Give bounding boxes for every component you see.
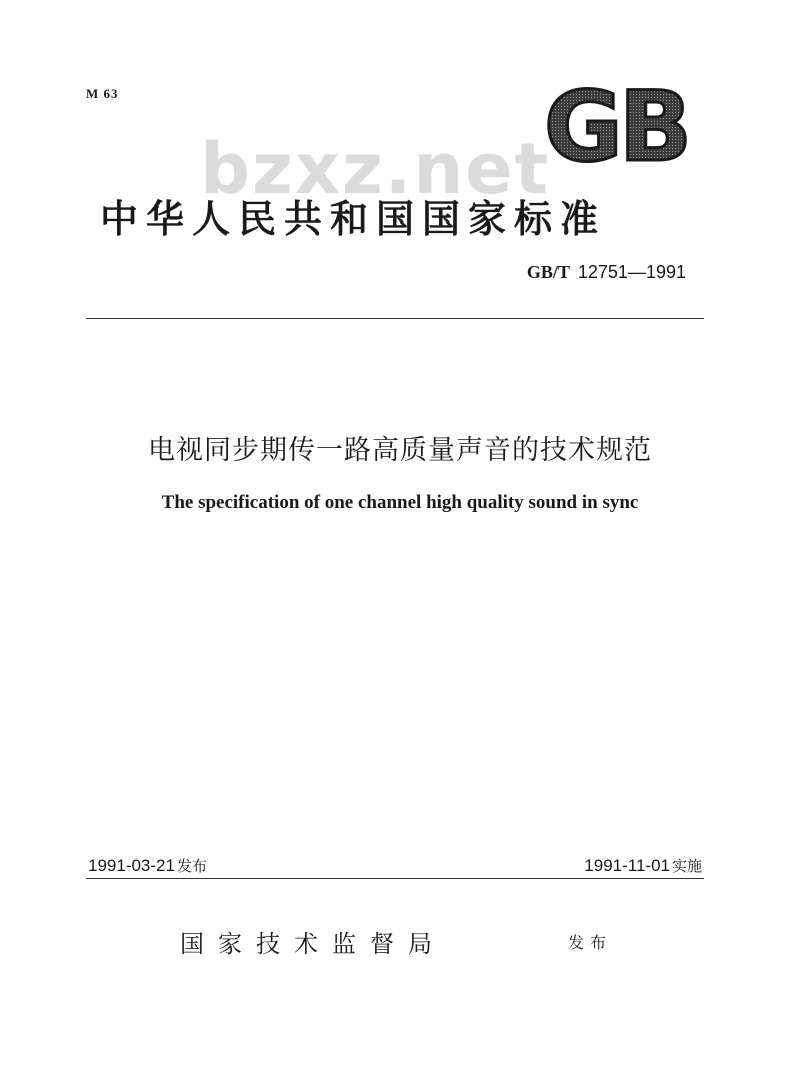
- document-title-chinese: 电视同步期传一路高质量声音的技术规范: [148, 435, 652, 466]
- issuing-authority: 国家技术监督局: [180, 930, 446, 958]
- implementation-date-value: 1991-11-01: [584, 856, 670, 875]
- implementation-date-label: 实施: [671, 857, 702, 875]
- standard-number-value: 12751—1991: [577, 262, 686, 282]
- watermark: bzxz.net: [200, 128, 551, 210]
- issue-date: [88, 855, 207, 876]
- issuing-authority-suffix: 发布: [568, 933, 613, 952]
- standard-number-prefix: GB/T: [526, 262, 570, 282]
- classification-code: M 63: [86, 86, 119, 101]
- standard-number: [527, 262, 686, 283]
- gb-logo-text: GB: [544, 84, 688, 170]
- implementation-date: [584, 855, 702, 876]
- gb-logo: [536, 84, 696, 170]
- top-divider: [86, 318, 704, 319]
- national-standard-title: 中华人民共和国国家标准: [100, 197, 607, 241]
- bottom-divider: [86, 878, 704, 879]
- issue-date-value: 1991-03-21: [88, 856, 175, 875]
- document-title-english: The specification of one channel high quality sound in sync: [161, 492, 639, 513]
- issue-date-label: 发布: [176, 857, 207, 875]
